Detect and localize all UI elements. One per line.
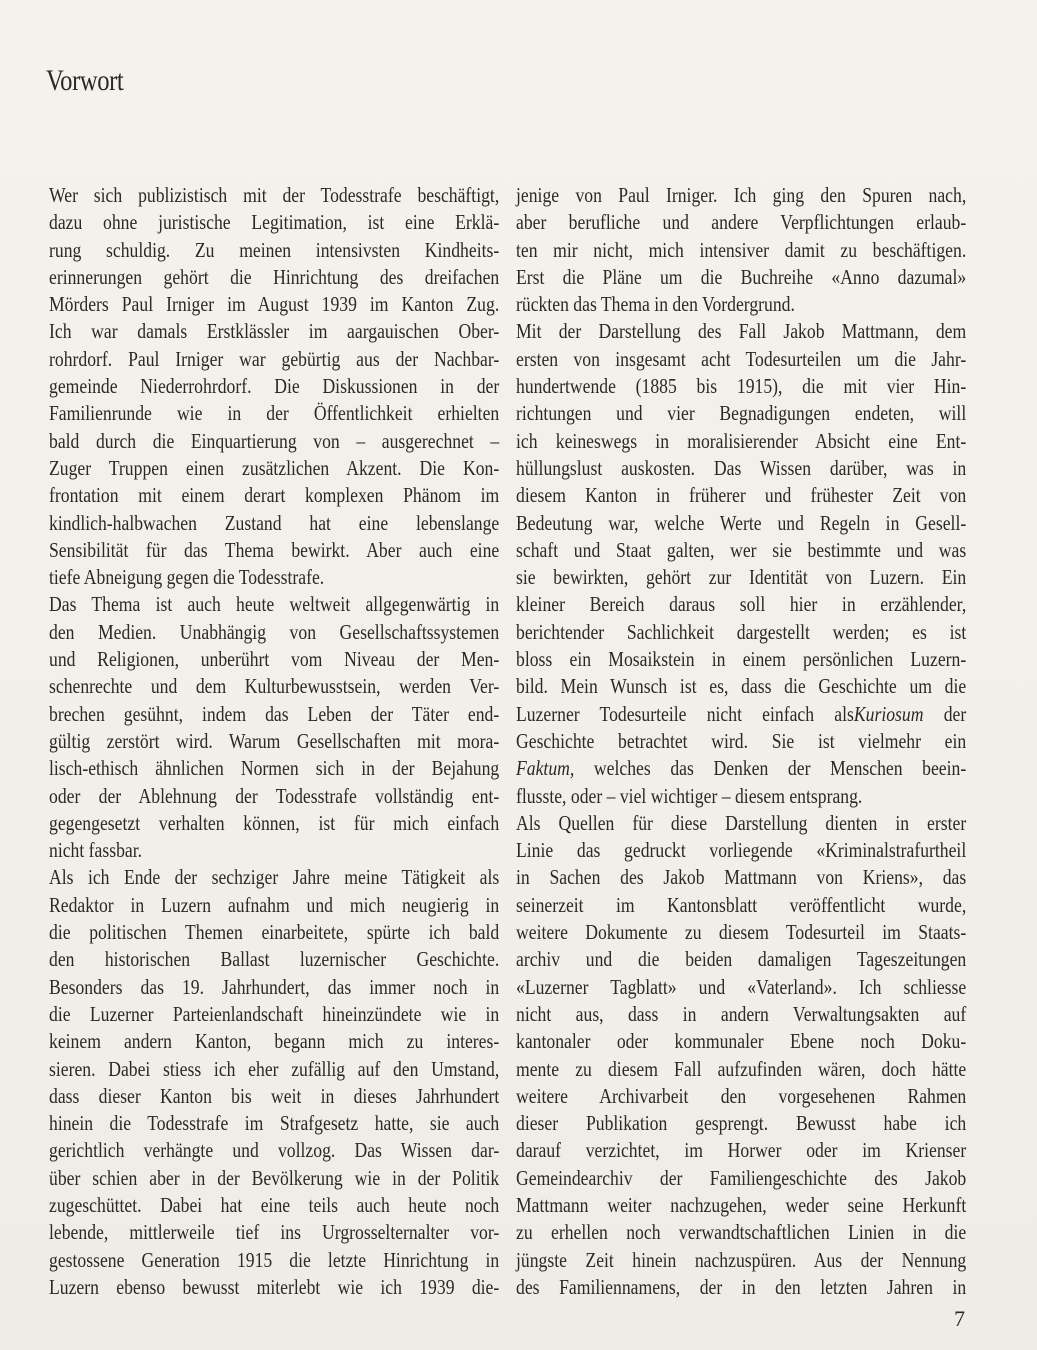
text-line: darauf verzichtet, im Horwer oder im Krienser	[516, 1138, 967, 1163]
text-line: den Medien. Unabhängig von Gesellschaftssystemen	[49, 619, 500, 644]
text-line: tiefe Abneigung gegen die Todesstrafe.	[49, 565, 325, 590]
text-line: rückten das Thema in den Vordergrund.	[516, 292, 795, 317]
text-line: schaft und Staat galten, wer sie bestimmte und was	[516, 537, 967, 562]
text-line: den historischen Ballast luzernischer Geschichte.	[49, 947, 500, 972]
text-line: ersten von insgesamt acht Todesurteilen um die Jahr-	[516, 346, 967, 371]
text-line: keinem andern Kanton, begann mich zu interes-	[49, 1029, 500, 1054]
text-line: lisch-ethisch ähnlichen Normen sich in der Bejahung	[49, 756, 500, 781]
text-line: Familienrunde wie in der Öffentlichkeit erhielten	[49, 401, 500, 426]
text-line: Geschichte betrachtet wird. Sie ist vielmehr ein	[516, 728, 967, 753]
text-line: rohrdorf. Paul Irniger war gebürtig aus der Nachbar-	[49, 346, 500, 371]
text-line: «Luzerner Tagblatt» und «Vaterland». Ich schliesse	[516, 974, 967, 999]
text-line: rung schuldig. Zu meinen intensivsten Kindheits-	[49, 237, 500, 262]
text-line: gegengesetzt verhalten können, ist für mich einfach	[49, 810, 500, 835]
text-line: lebende, mittlerweile tief ins Urgrosselternalter vor-	[49, 1220, 500, 1245]
text-line: sie bewirkten, gehört zur Identität von Luzern. Ein	[516, 565, 967, 590]
text-line: bald durch die Einquartierung von – ausgerechnet –	[49, 428, 500, 453]
text-column-left	[49, 182, 499, 1301]
text-line: Mattmann weiter nachzugehen, weder seine Herkunft	[516, 1192, 967, 1217]
text-line: Wer sich publizistisch mit der Todesstrafe beschäftigt,	[49, 183, 500, 207]
text-line: Mit der Darstellung des Fall Jakob Mattmann, dem	[516, 319, 967, 344]
text-line: Das Thema ist auch heute weltweit allgegenwärtig in	[49, 592, 500, 617]
text-line: Ich war damals Erstklässler im aargauischen Ober-	[49, 319, 500, 344]
text-line: hundertwende (1885 bis 1915), die mit vier Hin-	[516, 374, 967, 399]
text-line: des Familiennamens, der in den letzten Jahren in	[516, 1274, 967, 1299]
text-line: Als ich Ende der sechziger Jahre meine Tätigkeit als	[49, 865, 500, 890]
text-line: über schien aber in der Bevölkerung wie in der Politik	[49, 1165, 500, 1190]
text-line: jüngste Zeit hinein nachzuspüren. Aus der Nennung	[516, 1247, 967, 1272]
text-line: kindlich-halbwachen Zustand hat eine lebenslange	[49, 510, 500, 535]
text-line: weitere Dokumente zu diesem Todesurteil im Staats-	[516, 920, 967, 945]
text-line: zu erhellen noch verwandtschaftlichen Linien in die	[516, 1220, 967, 1245]
text-line: archiv und die beiden damaligen Tageszeitungen	[516, 947, 967, 972]
text-line: flusste, oder – viel wichtiger – diesem entsprang.	[516, 783, 863, 808]
text-line: jenige von Paul Irniger. Ich ging den Spuren nach,	[516, 183, 967, 207]
page-number: 7	[954, 1306, 965, 1331]
text-line: schenrechte und dem Kulturbewusstsein, werden Ver-	[49, 674, 500, 699]
text-line: diesem Kanton in früherer und frühester Zeit von	[516, 483, 967, 508]
text-line: mente zu diesem Fall aufzufinden wären, doch hätte	[516, 1056, 967, 1081]
text-line: Sensibilität für das Thema bewirkt. Aber auch eine	[49, 537, 500, 562]
text-line: gemeinde Niederrohrdorf. Die Diskussionen in der	[49, 374, 500, 399]
text-line: hinein die Todesstrafe im Strafgesetz hatte, sie auch	[49, 1111, 500, 1136]
text-line: richtungen und vier Begnadigungen endeten, will	[516, 401, 967, 426]
text-line: Als Quellen für diese Darstellung dienten in erster	[516, 810, 967, 835]
text-line: die Luzerner Parteienlandschaft hineinzündete wie in	[49, 1001, 500, 1026]
text-line: gültig zerstört wird. Warum Gesellschaften mit mora-	[49, 728, 500, 753]
text-line: frontation mit einem derart komplexen Phänom im	[49, 483, 500, 508]
text-line: erinnerungen gehört die Hinrichtung des dreifachen	[49, 264, 500, 289]
text-line: bild. Mein Wunsch ist es, dass die Geschichte um die	[516, 674, 967, 699]
text-line: berichtender Sachlichkeit dargestellt werden; es ist	[516, 619, 967, 644]
text-line: brechen gesühnt, indem das Leben der Täter end-	[49, 701, 500, 726]
text-line: seinerzeit im Kantonsblatt veröffentlicht wurde,	[516, 892, 967, 917]
text-line: Redaktor in Luzern aufnahm und mich neugierig in	[49, 892, 500, 917]
text-line: Besonders das 19. Jahrhundert, das immer noch in	[49, 974, 500, 999]
text-line: nicht aus, dass in andern Verwaltungsakten auf	[516, 1001, 967, 1026]
text-line: Linie das gedruckt vorliegende «Kriminalstrafurtheil	[516, 838, 967, 863]
text-column-right	[516, 182, 966, 1301]
text-line: dass dieser Kanton bis weit in dieses Jahrhundert	[49, 1083, 500, 1108]
text-line: bloss ein Mosaikstein in einem persönlichen Luzern-	[516, 647, 967, 672]
text-line: oder der Ablehnung der Todesstrafe vollständig ent-	[49, 783, 500, 808]
text-line: zugeschüttet. Dabei hat eine teils auch heute noch	[49, 1192, 500, 1217]
text-line: sieren. Dabei stiess ich eher zufällig auf den Umstand,	[49, 1056, 500, 1081]
text-line: nicht fassbar.	[49, 838, 143, 863]
text-line: in Sachen des Jakob Mattmann von Kriens», das	[516, 865, 967, 890]
text-line: Erst die Pläne um die Buchreihe «Anno dazumal»	[516, 264, 967, 289]
text-line: kantonaler oder kommunaler Ebene noch Doku-	[516, 1029, 967, 1054]
text-line: gerichtlich verhängte und vollzog. Das Wissen dar-	[49, 1138, 500, 1163]
text-line: hüllungslust auskosten. Das Wissen darüber, was in	[516, 455, 967, 480]
text-line: dieser Publikation gesprengt. Bewusst habe ich	[516, 1111, 967, 1136]
text-line: aber berufliche und andere Verpflichtungen erlaub-	[516, 210, 967, 235]
text-line: Gemeindearchiv der Familiengeschichte des Jakob	[516, 1165, 967, 1190]
text-line: dazu ohne juristische Legitimation, ist eine Erklä-	[49, 210, 500, 235]
text-line: Mörders Paul Irniger im August 1939 im Kanton Zug.	[49, 292, 500, 317]
text-line: gestossene Generation 1915 die letzte Hinrichtung in	[49, 1247, 500, 1272]
text-line: Luzerner Todesurteile nicht einfach alsKuriosum der	[516, 701, 967, 726]
text-line: ich keineswegs in moralisierender Absicht eine Ent-	[516, 428, 967, 453]
text-line: kleiner Bereich daraus soll hier in erzählender,	[516, 592, 967, 617]
emphasis: Kuriosum	[853, 701, 924, 726]
page-title: Vorwort	[46, 64, 124, 97]
text-line: Faktum, welches das Denken der Menschen beein-	[516, 756, 967, 781]
text-line: Bedeutung war, welche Werte und Regeln in Gesell-	[516, 510, 967, 535]
text-line: Zuger Truppen einen zusätzlichen Akzent. Die Kon-	[49, 455, 500, 480]
text-line: Luzern ebenso bewusst miterlebt wie ich 1939 die-	[49, 1274, 500, 1299]
text-line: weitere Archivarbeit den vorgesehenen Rahmen	[516, 1083, 967, 1108]
text-line: die politischen Themen einarbeitete, spürte ich bald	[49, 920, 500, 945]
emphasis: Faktum,	[516, 756, 575, 781]
text-line: und Religionen, unberührt vom Niveau der Men-	[49, 647, 500, 672]
text-line: ten mir nicht, mich intensiver damit zu beschäftigen.	[516, 237, 967, 262]
